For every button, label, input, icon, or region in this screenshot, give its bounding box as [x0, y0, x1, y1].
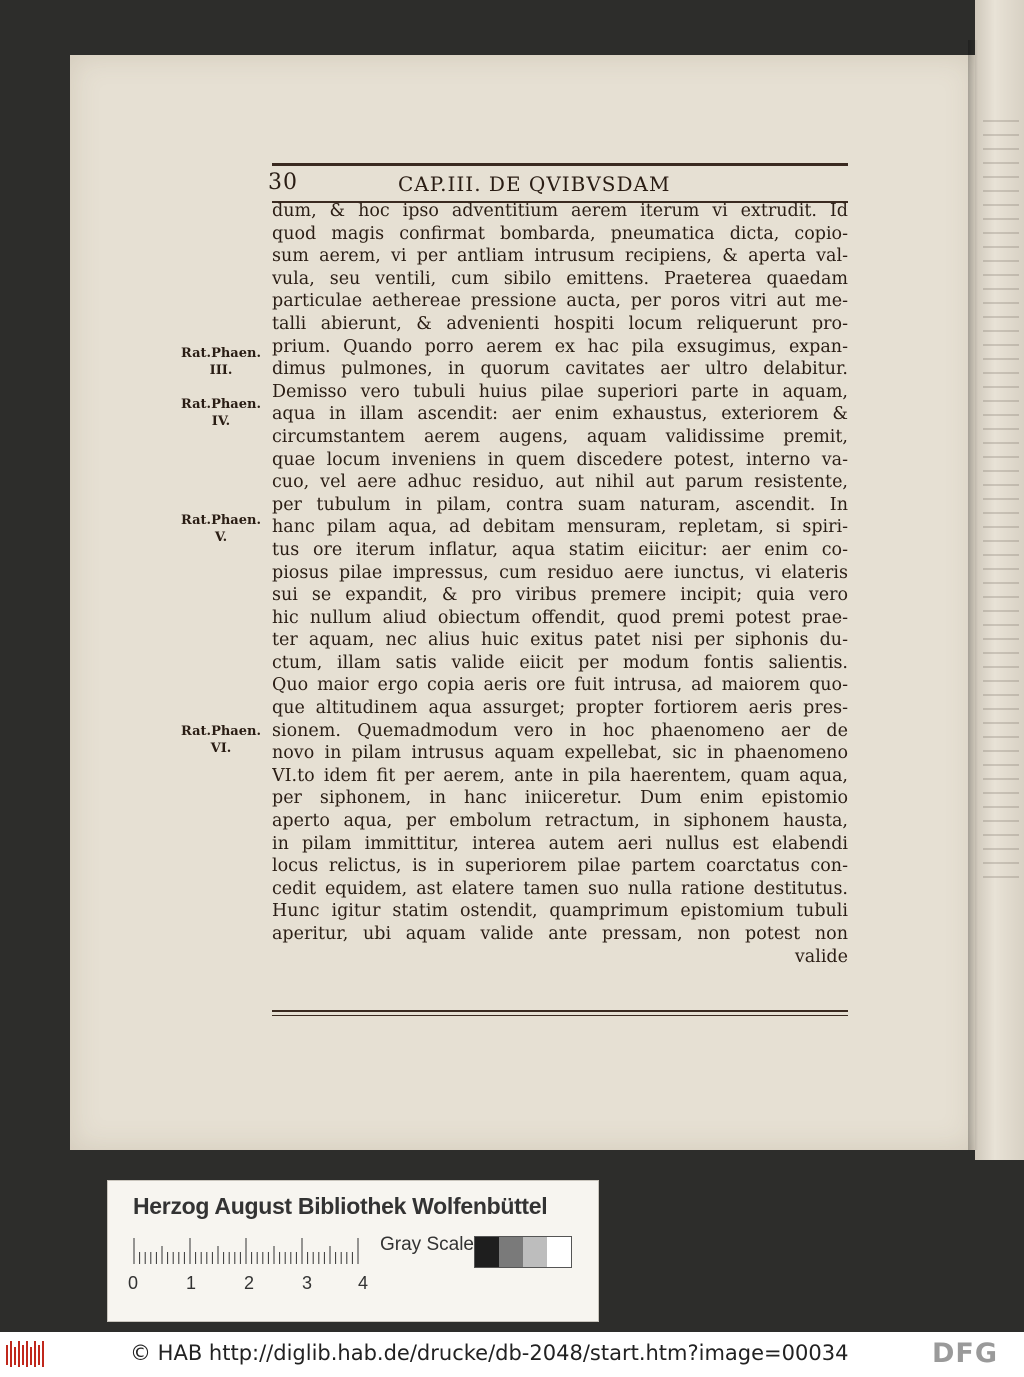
ruler-number: 2 [244, 1273, 255, 1293]
footer-rule-bottom [272, 1015, 848, 1016]
ruler-number: 3 [302, 1273, 313, 1293]
copyright-link[interactable]: © HAB http://diglib.hab.de/drucke/db-2048/start.htm?image=00034 [130, 1341, 849, 1365]
text-line: per siphonem, in hanc iniiceretur. Dum enim epistomio [272, 788, 848, 809]
text-line: novo in pilam intrusus aquam expellebat, sic in phaenomeno [272, 743, 848, 764]
margin-note-vi [178, 723, 264, 757]
ruler-number: 4 [358, 1273, 369, 1293]
bleed-through-text [983, 120, 1019, 880]
text-line: aperto aqua, per embolum retractum, in siphonem hausta, [272, 811, 848, 832]
ruler-number: 1 [186, 1273, 197, 1293]
library-name: Herzog August Bibliothek Wolfenbüttel [133, 1193, 548, 1219]
catchword: valide [794, 946, 848, 967]
text-line: cedit equidem, ast elatere tamen suo nulla ratione destitutus. [272, 878, 848, 899]
margin-note-number: IV. [211, 414, 231, 429]
swatch-black [475, 1237, 499, 1267]
dfg-logo[interactable]: DFG [932, 1338, 999, 1369]
running-header [268, 170, 848, 200]
margin-note-number: III. [209, 363, 233, 378]
margin-note-number: VI. [210, 741, 232, 756]
viewer-footer [0, 1332, 1024, 1377]
text-line: vula, seu ventili, cum sibilo emittens. Praeterea quaedam [272, 268, 848, 289]
margin-note-iv [178, 396, 264, 430]
gray-scale-swatches [474, 1236, 572, 1268]
margin-note-label: Rat.Phaen. [181, 346, 261, 361]
ruler-number: 0 [128, 1273, 139, 1293]
text-line: particulae aethereae pressione aucta, per poros vitri aut me- [272, 291, 848, 312]
text-line: talli abierunt, & advenienti hospiti locum reliquerunt pro- [272, 313, 848, 334]
adjacent-page-edge [975, 0, 1024, 1160]
margin-note-iii [178, 345, 264, 379]
swatch-white [547, 1237, 571, 1267]
swatch-dark-gray [499, 1237, 523, 1267]
text-line: dimus pulmones, in quorum cavitates aer ultro delabitur. [272, 359, 848, 380]
text-line: ctum, illam satis valide eiicit per modum fontis salientis. [272, 652, 848, 673]
text-line: sum aerem, vi per antliam intrusum recipiens, & aperta val- [272, 246, 848, 267]
margin-note-number: V. [214, 530, 228, 545]
text-line: Hunc igitur statim ostendit, quamprimum epistomium tubuli [272, 901, 848, 922]
hab-logo-icon[interactable] [6, 1339, 46, 1369]
text-line: ter aquam, nec alius huic exitus patet nisi per siphonis du- [272, 630, 848, 651]
header-rule-top [272, 163, 848, 166]
swatch-light-gray [523, 1237, 547, 1267]
text-line: locus relictus, is in superiorem pilae partem coarctatus con- [272, 856, 848, 877]
text-line: circumstantem aerem augens, aquam validissime premit, [272, 426, 848, 447]
text-line: Demisso vero tubuli huius pilae superiori parte in aquam, [272, 381, 848, 402]
ruler-numbers [128, 1273, 388, 1297]
color-target-card [107, 1180, 599, 1322]
margin-note-v [178, 512, 264, 546]
text-line: Quo maior ergo copia aeris ore fuit intrusa, ad maiorem quo- [272, 675, 848, 696]
page-number: 30 [268, 170, 298, 195]
text-line: quod magis confirmat bombarda, pneumatica dicta, copio- [272, 223, 848, 244]
text-line: aperitur, ubi aquam valide ante pressam, non potest non [272, 924, 848, 944]
text-line: sui se expandit, & pro viribus premere incipit; quia vero [272, 585, 848, 606]
text-line: quae locum inveniens in quem discedere potest, interno va- [272, 449, 848, 470]
text-line: hanc pilam aqua, ad debitam mensuram, repletam, si spiri- [272, 517, 848, 538]
text-line: piosus pilae impressus, cum residuo aere iunctus, vi elateris [272, 562, 848, 583]
footer-rule-top [272, 1010, 848, 1012]
text-line: hic nullum aliud obiectum offendit, quod premi potest prae- [272, 607, 848, 628]
text-line: cuo, vel aere adhuc residuo, aut nihil aut parum resistente, [272, 472, 848, 493]
text-line: VI.to idem fit per aerem, ante in pila haerentem, quam aqua, [272, 765, 848, 786]
text-line: per tubulum in pilam, contra suam naturam, ascendit. In [272, 494, 848, 515]
text-line: tus ore iterum inflatur, aqua statim eiicitur: aer enim co- [272, 539, 848, 560]
text-line: sionem. Quemadmodum vero in hoc phaenomeno aer de [272, 720, 848, 741]
text-line: que altitudinem aqua assurget; propter fortiorem aeris pres- [272, 698, 848, 719]
gray-scale-label: Gray Scale [380, 1234, 474, 1255]
page-gutter-shadow [968, 40, 978, 1150]
margin-note-label: Rat.Phaen. [181, 724, 261, 739]
margin-note-label: Rat.Phaen. [181, 397, 261, 412]
running-head-title: CAP.III. DE QVIBVSDAM [398, 172, 671, 196]
ruler-scale [132, 1236, 362, 1264]
body-text [272, 200, 848, 968]
text-line: dum, & hoc ipso adventitium aerem iterum vi extrudit. Id [272, 201, 848, 221]
text-line: aqua in illam ascendit: aer enim exhaustus, exteriorem & [272, 404, 848, 425]
text-line: in pilam immittitur, interea autem aeri nullus est elabendi [272, 833, 848, 854]
text-line: prium. Quando porro aerem ex hac pila exsugimus, expan- [272, 336, 848, 357]
margin-note-label: Rat.Phaen. [181, 513, 261, 528]
